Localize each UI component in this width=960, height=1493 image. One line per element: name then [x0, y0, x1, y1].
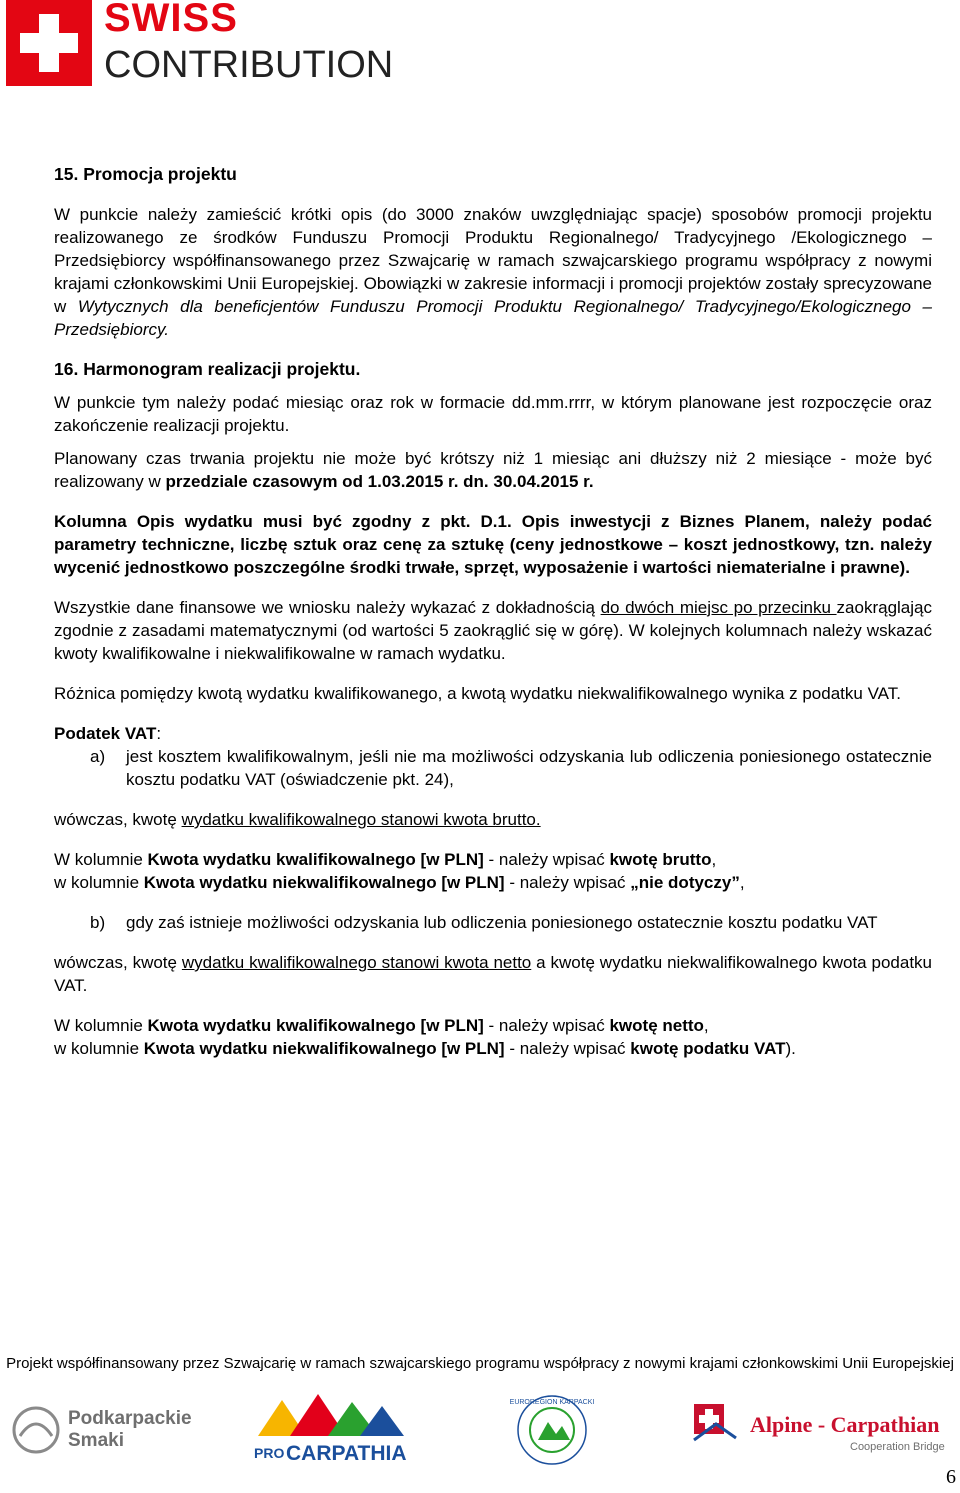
vat-a-column-1: W kolumnie Kwota wydatku kwalifikowalnego [w PLN] - należy wpisać kwotę brutto, — [54, 850, 717, 869]
vat-b-result: wówczas, kwotę wydatku kwalifikowalnego stanowi kwota netto a kwotę wydatku niekwalifikowalnego kwota podatku VAT. — [54, 953, 933, 995]
procarpathia-pro-text: PRO — [254, 1445, 285, 1461]
smaki-line-1: Podkarpackie — [68, 1408, 192, 1429]
footer-logos — [0, 1390, 960, 1470]
financial-data-paragraph: Wszystkie dane finansowe we wniosku należy wykazać z dokładnością do dwóch miejsc po przecinku zaokrąglając zgodnie z zasadami matematycznymi (od wartości 5 zaokrąglić się w górę). W kolejnych kolumnach należy wskazać kwoty kwalifikowalne i niekwalifikowalne w ramach wydatku. — [54, 598, 932, 663]
document-body — [54, 163, 932, 1060]
vat-heading: Podatek VAT: — [54, 724, 162, 743]
alpine-sub-text: Cooperation Bridge — [850, 1441, 945, 1453]
smaki-line-2: Smaki — [68, 1430, 124, 1451]
section-16-paragraph-2: Planowany czas trwania projektu nie może być krótszy niż 1 miesiąc ani dłuższy niż 2 miesiące - może być realizowany w przedziale czasowym od 1.03.2015 r. dn. 30.04.2015 r. — [54, 449, 932, 491]
section-16-heading: 16. Harmonogram realizacji projektu. — [54, 359, 361, 379]
procarpathia-logo — [254, 1394, 407, 1465]
logo-contribution-text: CONTRIBUTION — [104, 44, 394, 86]
footer-cofinancing-note: Projekt współfinansowany przez Szwajcarię w ramach szwajcarskiego programu współpracy z nowymi krajami członkowskimi Unii Europejskiej — [6, 1355, 954, 1372]
euroregion-karpacki-logo — [510, 1396, 595, 1464]
vat-a-column-2: w kolumnie Kwota wydatku niekwalifikowalnego [w PLN] - należy wpisać „nie dotyczy”, — [54, 873, 745, 892]
alpine-main-text: Alpine - Carpathian — [750, 1412, 940, 1437]
procarpathia-main-text: CARPATHIA — [286, 1442, 407, 1465]
vat-b-column-1: W kolumnie Kwota wydatku kwalifikowalnego [w PLN] - należy wpisać kwotę netto, — [54, 1016, 709, 1035]
page-number: 6 — [946, 1466, 956, 1488]
euroregion-text: EUROREGION KARPACKI — [509, 1399, 595, 1406]
section-16-paragraph-1: W punkcie tym należy podać miesiąc oraz rok w formacie dd.mm.rrrr, w którym planowane jest rozpoczęcie oraz zakończenie realizacji projektu. — [54, 393, 932, 435]
smaki-emblem-icon — [14, 1408, 58, 1452]
difference-paragraph: Różnica pomiędzy kwotą wydatku kwalifikowanego, a kwotą wydatku niekwalifikowalnego wynika z podatku VAT. — [54, 684, 901, 703]
section-15-heading: 15. Promocja projektu — [54, 164, 237, 184]
logo-swiss-text: SWISS — [104, 0, 238, 40]
alpine-carpathian-logo — [694, 1404, 945, 1453]
guidelines-title: Wytycznych dla beneficjentów Funduszu Promocji Produktu Regionalnego/ Tradycyjnego/Ekologicznego – Przedsiębiorcy. — [54, 297, 932, 339]
section-15-paragraph: W punkcie należy zamieścić krótki opis (do 3000 znaków uwzględniając spacje) sposobów promocji projektu realizowanego ze środków Funduszu Promocji Produktu Regionalnego/ Tradycyjnego /Ekologicznego – Przedsiębiorcy współfinansowanego przez Szwajcarię w ramach szwajcarskiego programu współpracy z nowymi krajami członkowskimi Unii Europejskiej. Obowiązki w zakresie informacji i promocji projektów zostały sprecyzowane w Wytycznych dla beneficjentów Funduszu Promocji Produktu Regionalnego/ Tradycyjnego/Ekologicznego – Przedsiębiorcy. — [54, 205, 932, 339]
podkarpackie-smaki-logo — [14, 1408, 192, 1452]
vat-b-column-2: w kolumnie Kwota wydatku niekwalifikowalnego [w PLN] - należy wpisać kwotę podatku VAT). — [54, 1039, 796, 1058]
vat-list-item-a: a) jest kosztem kwalifikowalnym, jeśli nie ma możliwości odzyskania lub odliczenia poniesionego ostatecznie kosztu podatku VAT (oświadczenie pkt. 24), — [90, 747, 932, 789]
mountain-blue-icon — [360, 1406, 404, 1436]
vat-a-result: wówczas, kwotę wydatku kwalifikowalnego stanowi kwota brutto. — [54, 810, 541, 829]
vat-list-item-b: b) gdy zaś istnieje możliwości odzyskania lub odliczenia poniesionego ostatecznie kosztu podatku VAT — [90, 913, 878, 932]
date-range: przedziale czasowym od 1.03.2015 r. dn. 30.04.2015 r. — [165, 472, 594, 491]
swiss-cross-icon — [6, 0, 92, 86]
kolumna-opis-paragraph: Kolumna Opis wydatku musi być zgodny z pkt. D.1. Opis inwestycji z Biznes Planem, należy podać parametry techniczne, liczbę sztuk oraz cenę za sztukę (ceny jednostkowe – koszt jednostkowy, tzn. należy wycenić jednostkowo poszczególne środki trwałe, sprzęt, wyposażenie i wartości niematerialne i prawne). — [54, 512, 932, 577]
